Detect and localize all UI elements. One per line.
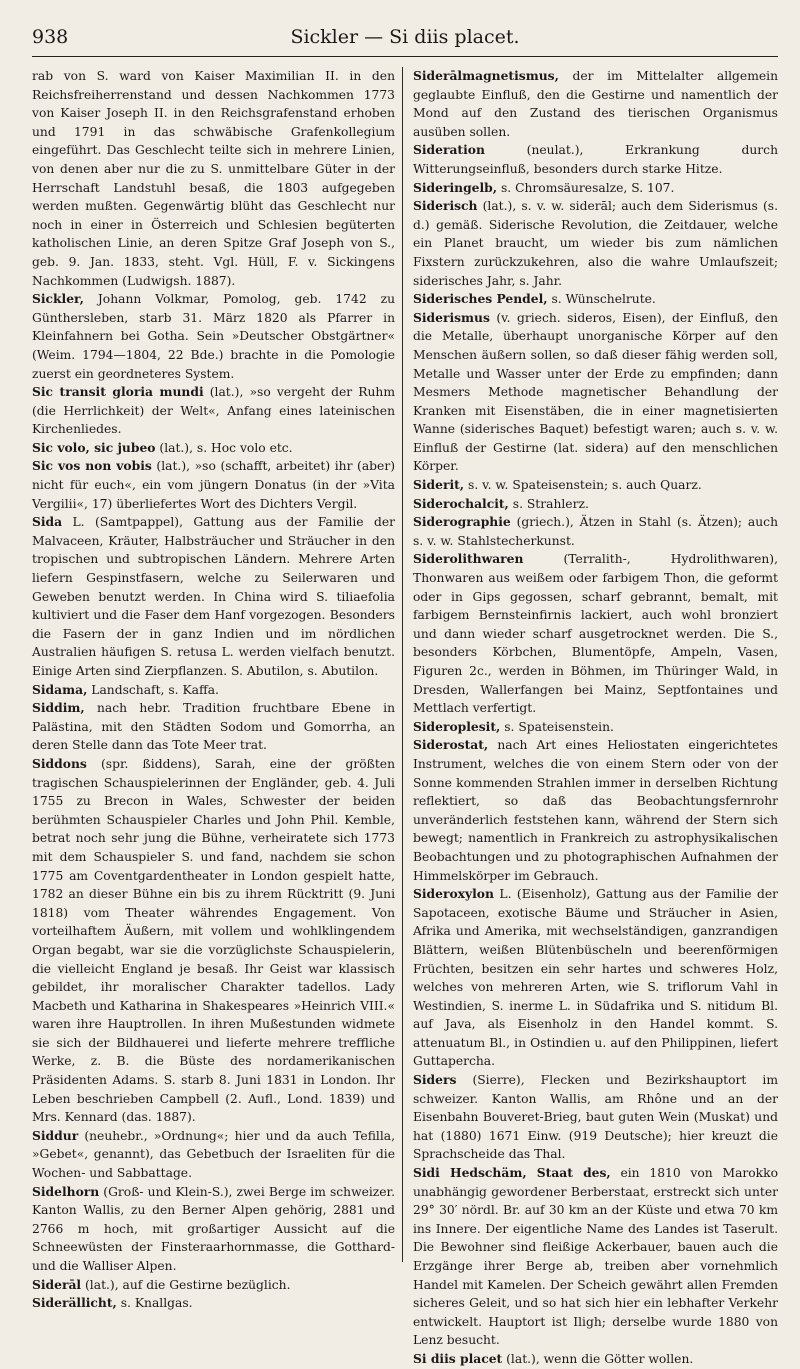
- entry-headword: Siderisch: [413, 198, 478, 214]
- entry-text: s. Chromsäuresalze, S. 107.: [497, 180, 675, 195]
- page-header: [32, 22, 778, 57]
- dictionary-entry: [32, 439, 395, 458]
- entry-text: (v. griech. sideros, Eisen), der Einfluß, den die Metalle, überhaupt unorganische Körper auf den Menschen äußern sollen, so daß dieser fähig werden soll, Metalle und Wasser unter der Erde zu empfinden; dann Mesmers Methode magnetischer Behandlung der Kranken mit Eisenstäben, die in einer magnetisierten Wanne (siderisches Baquet) befestigt waren; auch s. v. w. Einfluß der Gestirne (lat. sidera) auf den menschlichen Körper.: [413, 310, 778, 474]
- dictionary-entry: [32, 383, 395, 439]
- entry-text: (lat.), »so (schafft, arbeitet) ihr (aber) nicht für euch«, ein vom jüngern Donatus (in der »Vita Vergilii«, 17) überliefertes Wort des Dichters Vergil.: [32, 459, 395, 511]
- entry-headword: Siddim,: [32, 700, 85, 716]
- entry-text: der im Mittelalter allgemein geglaubte Einfluß, den die Gestirne und namentlich der Mond auf den Zustand des tierischen Organismus ausüben sollen.: [413, 69, 778, 139]
- entry-text: (lat.), »so vergeht der Ruhm (die Herrlichkeit) der Welt«, Anfang eines lateinischen Kirchenliedes.: [32, 385, 395, 437]
- dictionary-entry: [413, 197, 778, 290]
- entry-text: (Groß- und Klein-S.), zwei Berge im schweizer. Kanton Wallis, zu den Berner Alpen gehörig, 2881 und 2766 m hoch, mit großartiger Aussicht auf die Schneewüsten der Finsteraarhornmasse, die Gotthard- und die Walliser Alpen.: [32, 1184, 395, 1273]
- entry-headword: Sideration: [413, 142, 485, 158]
- entry-headword: Sideroxylon: [413, 886, 494, 902]
- dictionary-entry: [413, 550, 778, 717]
- entry-text: ein 1810 von Marokko unabhängig gewordener Berberstaat, erstreckt sich unter 29° 30′ nördl. Br. auf 30 km an der Küste und etwa 70 km ins Innere. Der eigentliche Name des Landes ist Taserult. Die Bewohner sind fleißige Ackerbauer, bauen auch die Erzgänge ihrer Berge ab, treiben aber vornehmlich Handel mit Kamelen. Der Scheich gewährt allen Fremden sicheres Geleit, und so hat sich hier ein lebhafter Verkehr entwickelt. Hauptort ist Iligh; derselbe wurde 1880 von Lenz besucht.: [413, 1166, 778, 1348]
- entry-text: (Sierre), Flecken und Bezirkshauptort im schweizer. Kanton Wallis, am Rhône und an der Eisenbahn Bouveret-Brieg, baut guten Wein (Muskat) und hat (1880) 1671 Einw. (919 Deutsche); hier kreuzt die Sprachscheide das Thal.: [413, 1073, 778, 1162]
- entry-headword: Sic vos non vobis: [32, 458, 152, 474]
- entry-headword: Sida: [32, 514, 63, 530]
- entry-headword: Sidama,: [32, 681, 88, 697]
- dictionary-entry: [413, 1164, 778, 1350]
- dictionary-entry: [413, 309, 778, 476]
- dictionary-entry: [413, 290, 778, 309]
- entry-text: nach Art eines Heliostaten eingerichtetes Instrument, welches die von einem Stern oder von der Sonne kommenden Strahlen immer in derselben Richtung reflektiert, so daß das Beobachtungsfernrohr unveränderlich feststehen kann, während der Stern sich bewegt; namentlich in Frankreich zu astrophysikalischen Beobachtungen und zu photographischen Aufnahmen der Himmelskörper im Gebrauch.: [413, 738, 778, 883]
- dictionary-entry: [32, 513, 395, 680]
- entry-text: nach hebr. Tradition fruchtbare Ebene in Palästina, mit den Städten Sodom und Gomorrha, an deren Stelle dann das Tote Meer trat.: [32, 701, 395, 753]
- right-column: [413, 67, 778, 1369]
- dictionary-entry: [413, 1071, 778, 1164]
- entry-text: (Terralith-, Hydrolithwaren), Thonwaren aus weißem oder farbigem Thon, die geformt oder in Gips gegossen, scharf gebrannt, bemalt, mit farbigem Bernsteinfirnis lackiert, auch wohl bronziert und dann wieder scharf ausgetrocknet werden. Die S., besonders Körbchen, Blumentöpfe, Ampeln, Vasen, Figuren 2c., werden in Böhmen, im Thüringer Wald, in Dresden, Wallerfangen bei Mainz, Septfontaines und Mettlach verfertigt.: [413, 552, 778, 716]
- dictionary-entry: [413, 67, 778, 141]
- entry-headword: Siddons: [32, 755, 87, 771]
- dictionary-entry: [413, 1350, 778, 1369]
- dictionary-entry: [413, 495, 778, 514]
- entry-text: s. v. w. Spateisenstein; s. auch Quarz.: [464, 478, 702, 493]
- entry-headword: Si diis placet: [413, 1350, 503, 1366]
- running-title: Sickler — Si diis placet.: [290, 26, 520, 48]
- dictionary-entry: [413, 718, 778, 737]
- entry-text: (spr. ßiddens), Sarah, eine der größten tragischen Schauspielerinnen der Engländer, geb. 4. Juli 1755 zu Brecon in Wales, Schwester der beiden berühmten Schauspieler Charles und John Phil. Kemble, betrat noch sehr jung die Bühne, verheiratete sich 1773 mit dem Schauspieler S. und fand, nachdem sie schon 1775 am Coventgardentheater in London gespielt hatte, 1782 an dieser Bühne ein bis zu ihrem Rücktritt (9. Juni 1818) vom Theater währendes Engagement. Von vorteilhaftem Äußern, mit vollem und wohlklingendem Organ begabt, war sie die vorzüglichste Schauspielerin, die vielleicht England je besaß. Ihr Geist war klassisch gebildet, ihr moralischer Charakter tadellos. Lady Macbeth und Katharina in Shakespeares »Heinrich VIII.« waren ihre Hauptrollen. In ihren Mußestunden widmete sie sich der Bildhauerei und lieferte mehrere treffliche Werke, z. B. die Büste des nordamerikanischen Präsidenten Adams. S. starb 8. Juni 1831 in London. Ihr Leben beschrieben Campbell (2. Aufl., Lond. 1839) und Mrs. Kennard (das. 1887).: [32, 756, 395, 1125]
- entry-headword: Siders: [413, 1072, 457, 1088]
- entry-text: Landschaft, s. Kaffa.: [87, 682, 219, 697]
- entry-text: (neulat.), Erkrankung durch Witterungseinfluß, besonders durch starke Hitze.: [413, 143, 778, 176]
- dictionary-entry: [413, 141, 778, 178]
- entry-headword: Siderisches Pendel,: [413, 291, 548, 307]
- entry-headword: Sidelhorn: [32, 1183, 100, 1199]
- entry-headword: Sideroplesit,: [413, 718, 501, 734]
- entry-headword: Siderolithwaren: [413, 551, 524, 567]
- column-divider: [402, 67, 403, 1262]
- entry-headword: Sidi Hedschäm, Staat des,: [413, 1165, 611, 1181]
- dictionary-entry: [413, 736, 778, 885]
- entry-headword: Sic volo, sic jubeo: [32, 439, 156, 455]
- entry-text: s. Knallgas.: [116, 1296, 193, 1311]
- entry-headword: Siderismus: [413, 309, 490, 325]
- entry-text: (griech.), Ätzen in Stahl (s. Ätzen); auch s. v. w. Stahlstecherkunst.: [413, 515, 778, 548]
- entry-headword: Siddur: [32, 1127, 79, 1143]
- dictionary-entry: [32, 1276, 395, 1295]
- dictionary-entry: [413, 476, 778, 495]
- entry-headword: Siderostat,: [413, 737, 489, 753]
- dictionary-entry: [32, 755, 395, 1127]
- left-column: [32, 67, 395, 1313]
- entry-headword: Siderällicht,: [32, 1295, 117, 1311]
- entry-headword: Siderochalcit,: [413, 495, 509, 511]
- entry-headword: Sic transit gloria mundi: [32, 384, 204, 400]
- entry-headword: Siderographie: [413, 514, 511, 530]
- dictionary-entry: [413, 179, 778, 198]
- entry-text: (lat.), s. Hoc volo etc.: [155, 440, 293, 455]
- dictionary-entry: [32, 67, 395, 290]
- dictionary-entry: [32, 699, 395, 755]
- dictionary-entry: [32, 457, 395, 513]
- entry-text: (lat.), wenn die Götter wollen.: [502, 1351, 694, 1366]
- entry-text: s. Spateisenstein.: [500, 719, 614, 734]
- entry-headword: Sideringelb,: [413, 179, 498, 195]
- entry-text: L. (Samtpappel), Gattung aus der Familie der Malvaceen, Kräuter, Halbsträucher und Sträucher in den tropischen und subtropischen Ländern. Mehrere Arten liefern Gespinstfasern, welche zu Seilerwaren und Geweben benutzt werden. In China wird S. tiliaefolia kultiviert und die Faser dem Hanf vorgezogen. Besonders die Fasern der in ganz Indien und im nördlichen Australien häufigen S. retusa L. werden vielfach benutzt. Einige Arten sind Zierpflanzen. S. Abutilon, s. Abutilon.: [32, 515, 395, 678]
- entry-text: s. Wünschelrute.: [547, 292, 656, 307]
- entry-text: Johann Volkmar, Pomolog, geb. 1742 zu Günthersleben, starb 31. März 1820 als Pfarrer in Kleinfahnern bei Gotha. Sein »Deutscher Obstgärtner« (Weim. 1794—1804, 22 Bde.) brachte in die Pomologie zuerst ein geordneteres System.: [32, 292, 395, 381]
- entry-text: rab von S. ward von Kaiser Maximilian II. in den Reichsfreiherrenstand und dessen Nachkommen 1773 von Kaiser Joseph II. in den Reichsgrafenstand erhoben und 1791 in das schwäbische Grafenkollegium eingeführt. Das Geschlecht teilte sich in mehrere Linien, von denen aber nur die zu S. unmittelbare Güter in der Herrschaft Landstuhl besaß, die 1803 aufgegeben werden mußten. Gegenwärtig blüht das Geschlecht nur noch in einer in Österreich und Schlesien begüterten katholischen Linie, an deren Spitze Graf Joseph von S., geb. 9. Jan. 1833, steht. Vgl. Hüll, F. v. Sickingens Nachkommen (Ludwigsh. 1887).: [32, 69, 395, 288]
- entry-text: (lat.), auf die Gestirne bezüglich.: [81, 1277, 291, 1292]
- entry-text: s. Strahlerz.: [508, 496, 589, 511]
- dictionary-entry: [32, 290, 395, 383]
- entry-text: (neuhebr., »Ordnung«; hier und da auch Tefilla, »Gebet«, genannt), das Gebetbuch der Israeliten für die Wochen- und Sabbattage.: [32, 1128, 395, 1181]
- dictionary-entry: [32, 681, 395, 700]
- dictionary-entry: [32, 1127, 395, 1183]
- dictionary-entry: [413, 885, 778, 1071]
- text-columns: [32, 67, 778, 1366]
- dictionary-entry: [32, 1294, 395, 1313]
- entry-text: (lat.), s. v. w. siderāl; auch dem Siderismus (s. d.) gemäß. Siderische Revolution, die Zeitdauer, welche ein Planet braucht, um wieder bis zum nämlichen Fixstern zurückzukehren, also die wahre Umlaufszeit; siderisches Jahr, s. Jahr.: [413, 199, 778, 288]
- entry-text: L. (Eisenholz), Gattung aus der Familie der Sapotaceen, exotische Bäume und Sträucher in Asien, Afrika und Amerika, mit wechselständigen, ganzrandigen Blättern, weißen Blütenbüscheln und beerenförmigen Früchten, besitzen ein sehr hartes und schweres Holz, welches von mehreren Arten, wie S. triflorum Vahl in Westindien, S. inerme L. in Südafrika und S. nitidum Bl. auf Java, als Eisenholz in den Handel kommt. S. attenuatum Bl., in Ostindien u. auf den Philippinen, liefert Guttapercha.: [413, 887, 778, 1069]
- entry-headword: Siderit,: [413, 477, 465, 493]
- page-number: 938: [32, 26, 69, 48]
- dictionary-entry: [32, 1183, 395, 1276]
- dictionary-entry: [413, 513, 778, 550]
- entry-headword: Sickler,: [32, 291, 84, 307]
- entry-headword: Siderālmagnetismus,: [413, 68, 559, 83]
- entry-headword: Siderāl: [32, 1276, 82, 1292]
